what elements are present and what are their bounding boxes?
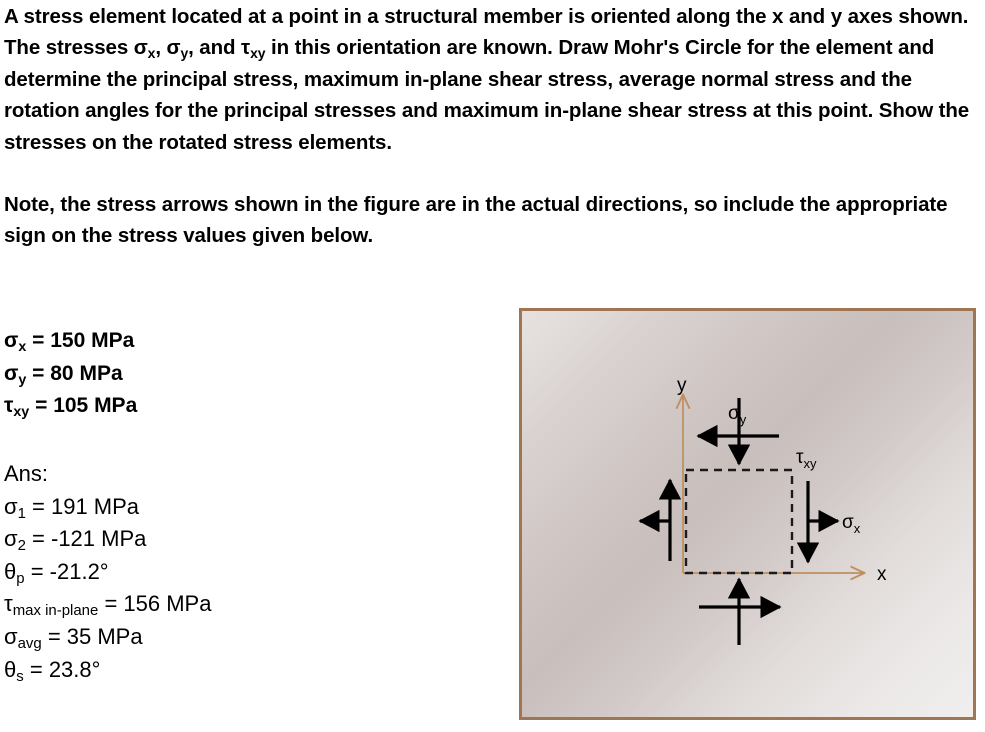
statement-p1-seg1: A stress element located at a point in a structural member is oriented along the x and y axes shown. The stresses σ — [4, 5, 969, 60]
answer-sigma-1 — [4, 491, 211, 524]
tau-xy-label-subscript: xy — [803, 456, 817, 471]
given-tau-xy — [4, 390, 137, 423]
answer-sigma-1-value: = 191 MPa — [32, 493, 140, 519]
given-sigma-y — [4, 358, 137, 391]
answer-theta-p-subscript: p — [16, 569, 25, 587]
answer-sigma-2-value: = -121 MPa — [32, 526, 147, 552]
sigma-y-label-symbol: σ — [728, 403, 740, 424]
answer-sigma-2-subscript: 2 — [17, 537, 26, 555]
given-sigma-x-symbol: σ — [4, 329, 19, 352]
answer-theta-s-symbol: θ — [4, 656, 17, 682]
answer-theta-p-symbol: θ — [4, 558, 17, 584]
answer-sigma-avg-subscript: avg — [17, 635, 42, 653]
answer-theta-s-subscript: s — [16, 667, 24, 685]
given-sigma-x — [4, 325, 137, 358]
given-tau-xy-symbol: τ — [4, 394, 14, 417]
statement-p1-seg3: , and τ — [188, 36, 251, 60]
answer-tau-max-symbol: τ — [4, 591, 13, 617]
sigma-x-label-symbol: σ — [842, 512, 854, 533]
answer-sigma-2 — [4, 523, 211, 556]
statement-spacer — [4, 158, 982, 189]
y-axis-label: y — [677, 375, 687, 396]
given-values-list — [4, 325, 137, 423]
answer-sigma-1-subscript: 1 — [17, 504, 26, 522]
sigma-y-label — [728, 403, 747, 427]
answer-tau-max-in-plane — [4, 588, 211, 621]
answer-theta-s-value: = 23.8° — [29, 656, 101, 682]
statement-p1-sub3: xy — [250, 45, 266, 62]
tau-xy-label-symbol: τ — [796, 447, 804, 468]
given-sigma-y-subscript: y — [18, 371, 27, 388]
answer-heading: Ans: — [4, 461, 49, 486]
right-face-stress-arrows — [808, 481, 838, 562]
stress-element-figure — [519, 308, 976, 720]
tau-xy-label — [796, 447, 817, 471]
given-sigma-y-value: = 80 MPa — [32, 361, 123, 385]
statement-p1-sub1: x — [147, 45, 156, 62]
given-tau-xy-value: = 105 MPa — [35, 394, 138, 417]
sigma-x-label-subscript: x — [853, 521, 861, 536]
statement-paragraph-1 — [4, 1, 982, 158]
answer-theta-p-value: = -21.2° — [30, 558, 109, 584]
statement-p1-seg4: in this orientation are known. Draw Mohr's Circle for the element and determine the principal stress, maximum in-plane shear stress, average normal stress and the rotation angles for the principal stresses and maximum in-plane shear stress at this point. Show the stresses on the rotated stress elements. — [4, 36, 970, 154]
sigma-y-label-subscript: y — [739, 412, 747, 427]
x-axis-label: x — [877, 564, 887, 585]
statement-p1-sub2: y — [180, 45, 189, 62]
answer-sigma-2-symbol: σ — [4, 526, 18, 552]
given-sigma-x-value: = 150 MPa — [32, 329, 135, 352]
coordinate-axes — [683, 396, 863, 573]
left-face-stress-arrows — [640, 480, 670, 561]
bottom-face-stress-arrows — [699, 579, 780, 645]
answer-sigma-avg-value: = 35 MPa — [47, 623, 143, 649]
answer-theta-p — [4, 556, 211, 589]
statement-p1-seg2: , σ — [155, 36, 181, 60]
answer-sigma-avg — [4, 621, 211, 654]
statement-paragraph-2: Note, the stress arrows shown in the figure are in the actual directions, so include the appropriate sign on the stress values given below. — [4, 193, 948, 248]
answer-block — [4, 458, 211, 686]
given-tau-xy-subscript: xy — [13, 403, 30, 420]
sigma-x-label — [842, 512, 861, 536]
answer-sigma-avg-symbol: σ — [4, 623, 18, 649]
given-sigma-y-symbol: σ — [4, 361, 19, 385]
answer-tau-max-subscript: max in-plane — [12, 602, 99, 620]
problem-statement — [4, 1, 982, 252]
given-sigma-x-subscript: x — [18, 338, 27, 355]
stress-element-diagram — [522, 311, 973, 717]
answer-tau-max-value: = 156 MPa — [104, 591, 212, 617]
answer-sigma-1-symbol: σ — [4, 493, 18, 519]
stress-element-square — [686, 470, 792, 573]
answer-theta-s — [4, 654, 211, 687]
